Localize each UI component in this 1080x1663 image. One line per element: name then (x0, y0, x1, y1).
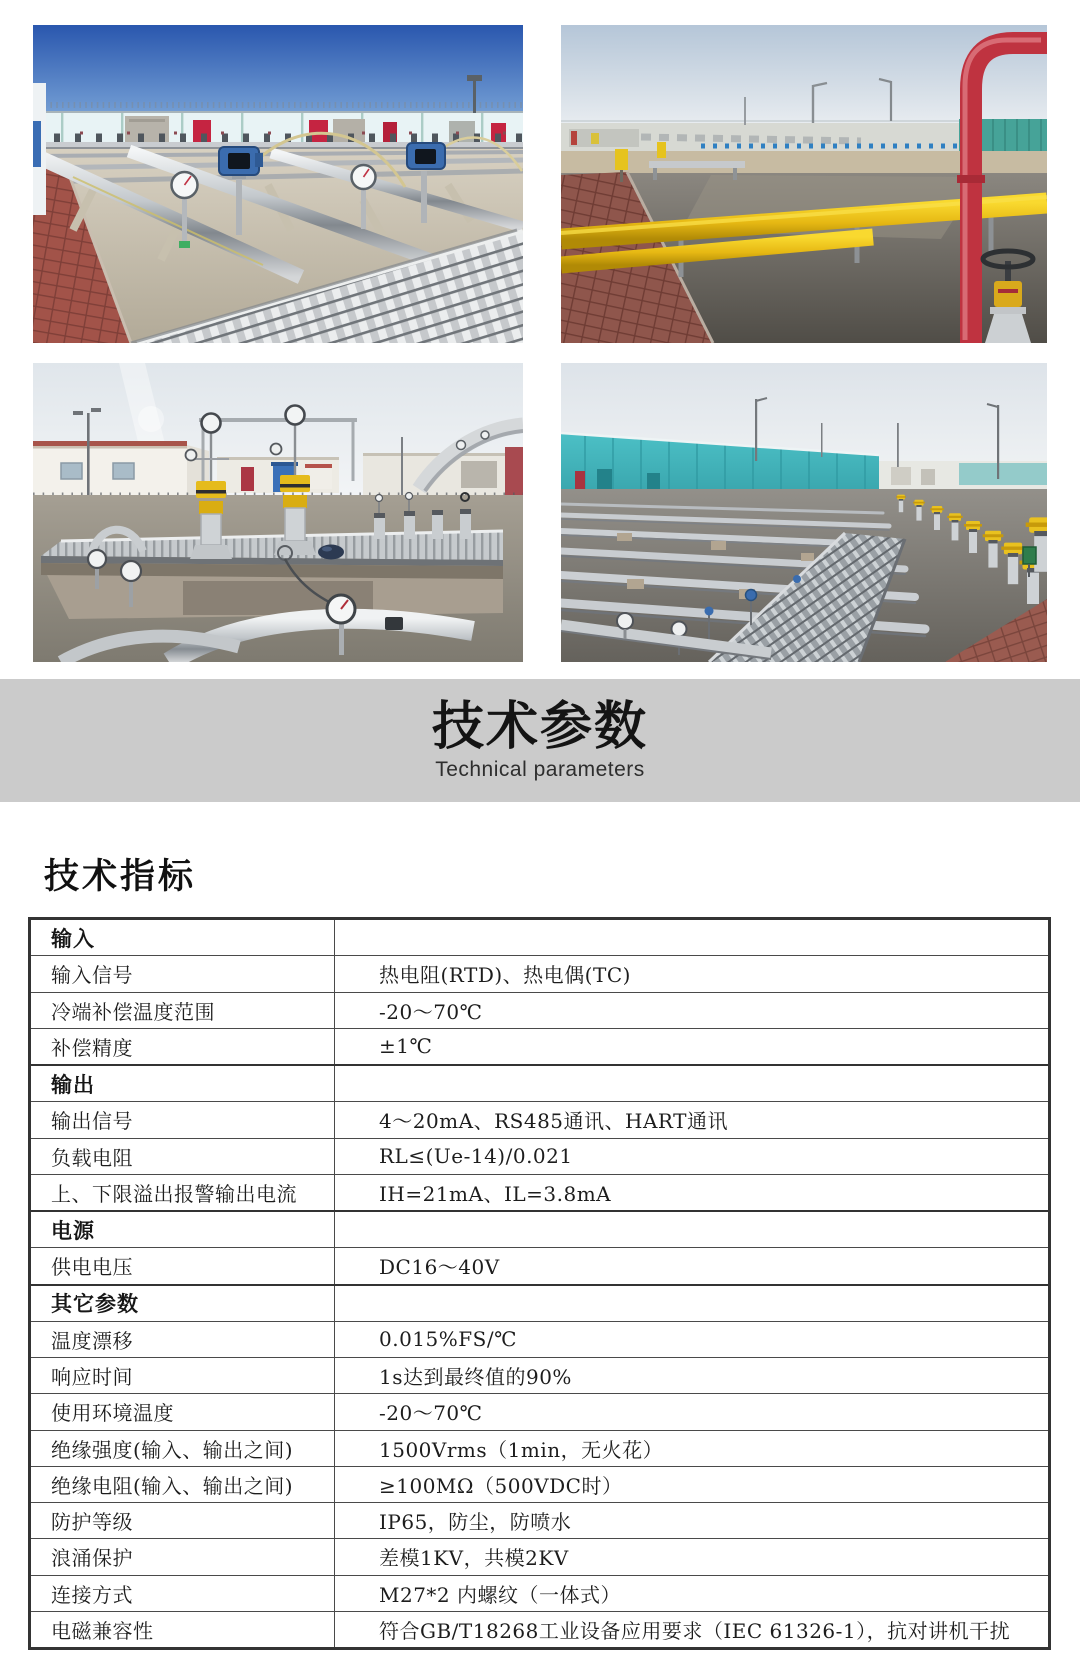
field-photo-2 (561, 25, 1047, 343)
spec-row (31, 1029, 1048, 1066)
spec-label: 防护等级 (31, 1503, 335, 1538)
spec-value (335, 1286, 1048, 1321)
spec-value: ±1℃ (379, 1034, 433, 1059)
spec-value: ≥100MΩ（500VDC时） (379, 1473, 623, 1498)
spec-value: 符合GB/T18268工业设备应用要求（IEC 61326-1），抗对讲机干扰 (379, 1618, 1011, 1643)
spec-value: DC16～40V (379, 1255, 500, 1280)
spec-value (335, 1212, 1048, 1247)
field-photo-1-graphic (33, 25, 523, 343)
spec-row (31, 1467, 1048, 1503)
tech-params-banner (0, 679, 1080, 802)
banner-subtitle: Technical parameters (435, 758, 645, 782)
spec-label: 补偿精度 (31, 1029, 335, 1064)
spec-row (31, 956, 1048, 992)
field-photo-4 (561, 363, 1047, 662)
spec-section-row (31, 1286, 1048, 1322)
spec-label: 浪涌保护 (31, 1539, 335, 1574)
spec-row (31, 1576, 1048, 1612)
spec-value: -20～70℃ (379, 1401, 483, 1426)
spec-label: 输出 (31, 1066, 335, 1101)
spec-row (31, 1358, 1048, 1394)
spec-row (31, 1503, 1048, 1539)
field-photo-3-graphic (33, 363, 523, 662)
spec-label: 其它参数 (31, 1286, 335, 1321)
spec-value: 0.015%FS/℃ (379, 1327, 517, 1352)
spec-row (31, 1102, 1048, 1138)
spec-label: 输入信号 (31, 956, 335, 991)
spec-value (335, 920, 1048, 955)
spec-label: 冷端补偿温度范围 (31, 993, 335, 1028)
spec-label: 连接方式 (31, 1576, 335, 1611)
field-photo-1 (33, 25, 523, 343)
spec-label: 输入 (31, 920, 335, 955)
spec-section-row (31, 1212, 1048, 1248)
field-photo-4-graphic (561, 363, 1047, 662)
spec-label: 绝缘电阻(输入、输出之间) (31, 1467, 335, 1502)
spec-row (31, 993, 1048, 1029)
spec-value: 1s达到最终值的90% (379, 1365, 572, 1390)
photo-grid (33, 25, 1047, 662)
spec-value: -20～70℃ (379, 999, 483, 1024)
spec-row (31, 1431, 1048, 1467)
spec-row (31, 1322, 1048, 1358)
spec-label: 响应时间 (31, 1358, 335, 1393)
spec-value: 热电阻(RTD)、热电偶(TC) (379, 963, 631, 988)
spec-row (31, 1248, 1048, 1285)
spec-value: IP65，防尘，防喷水 (379, 1510, 572, 1535)
spec-label: 绝缘强度(输入、输出之间) (31, 1431, 335, 1466)
spec-row (31, 1394, 1048, 1430)
spec-row (31, 1539, 1048, 1575)
spec-value: 1500Vrms（1min，无火花） (379, 1437, 664, 1462)
spec-label: 上、下限溢出报警输出电流 (31, 1175, 335, 1210)
spec-value: IH=21mA、IL=3.8mA (379, 1181, 612, 1206)
field-photo-3 (33, 363, 523, 662)
spec-label: 输出信号 (31, 1102, 335, 1137)
spec-value: RL≤(Ue-14)/0.021 (379, 1144, 573, 1169)
section-heading: 技术指标 (44, 857, 197, 897)
spec-section-row (31, 1066, 1048, 1102)
field-photo-2-graphic (561, 25, 1047, 343)
spec-label: 供电电压 (31, 1248, 335, 1283)
spec-label: 温度漂移 (31, 1322, 335, 1357)
spec-label: 负载电阻 (31, 1139, 335, 1174)
spec-label: 电源 (31, 1212, 335, 1247)
spec-row (31, 1612, 1048, 1647)
spec-row (31, 1139, 1048, 1175)
spec-section-row (31, 920, 1048, 956)
banner-title: 技术参数 (431, 696, 648, 757)
spec-row (31, 1175, 1048, 1212)
spec-label: 使用环境温度 (31, 1394, 335, 1429)
spec-label: 电磁兼容性 (31, 1612, 335, 1647)
spec-value: 4～20mA、RS485通讯、HART通讯 (379, 1109, 728, 1134)
spec-value (335, 1066, 1048, 1101)
spec-table (28, 917, 1051, 1650)
spec-value: 差模1KV，共模2KV (379, 1546, 569, 1571)
spec-value: M27*2 内螺纹（一体式） (379, 1582, 622, 1607)
